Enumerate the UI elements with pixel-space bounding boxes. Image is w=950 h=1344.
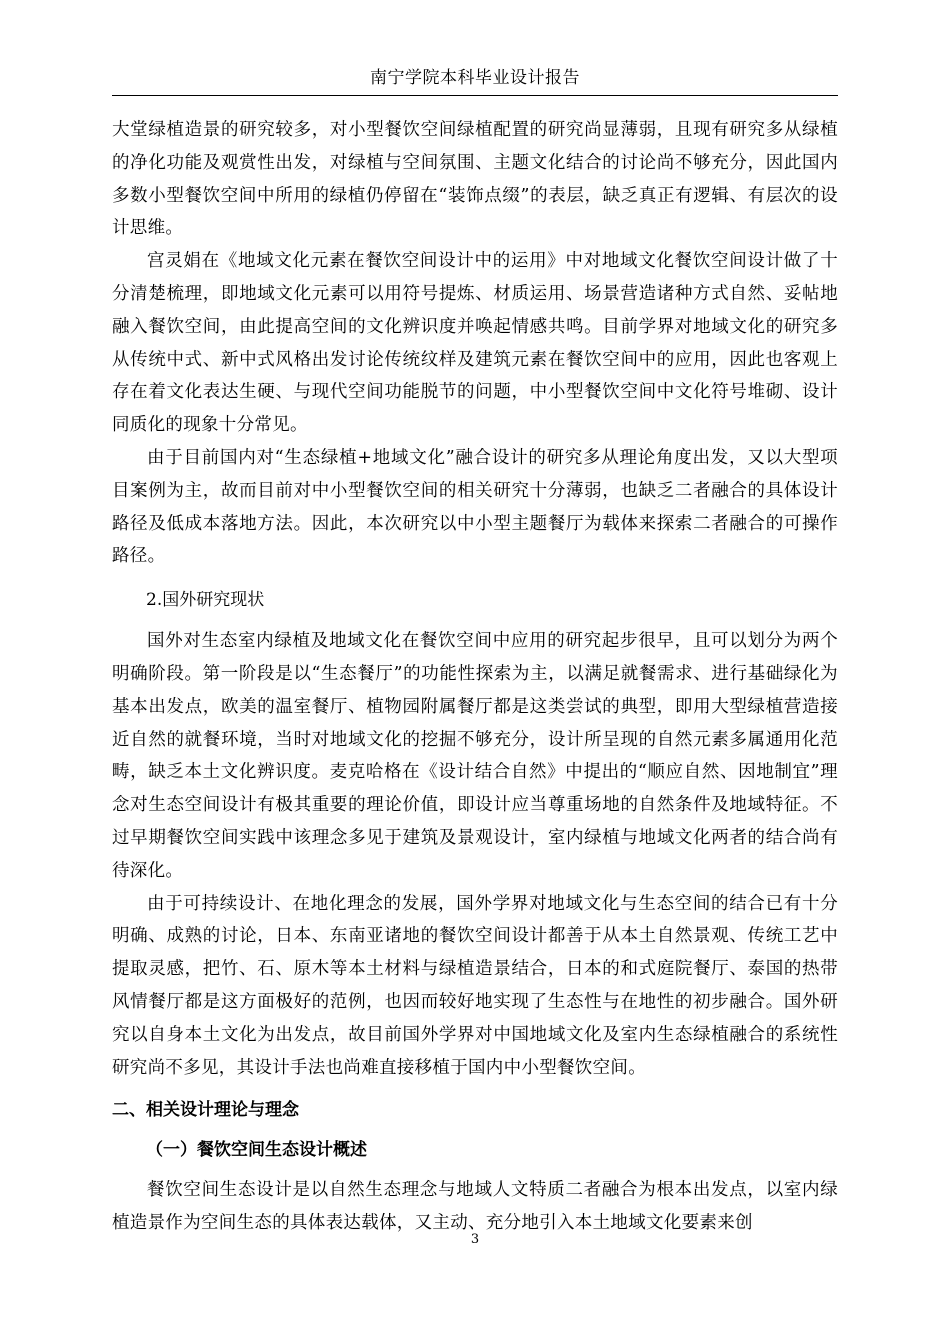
page-number: 3 <box>470 1232 480 1247</box>
header-rule <box>112 95 838 96</box>
paragraph-eco-design-overview: 餐饮空间生态设计是以自然生态理念与地域人文特质二者融合为根本出发点，以室内绿植造景作为空间生态的具体表达载体，又主动、充分地引入本土地域文化要素来创 <box>112 1180 838 1234</box>
running-header: 南宁学院本科毕业设计报告 <box>370 68 580 88</box>
section-heading-theory: 二、相关设计理论与理念 <box>112 1100 299 1121</box>
document-body <box>112 114 838 1240</box>
paragraph-domestic-summary: 由于目前国内对“生态绿植+地域文化”融合设计的研究多从理论角度出发，又以大型项目案例为主，故而目前对中小型餐饮空间的相关研究十分薄弱，也缺乏二者融合的具体设计路径及低成本落地方法。因此，本次研究以中小型主题餐厅为载体来探索二者融合的可操作路径。 <box>112 447 838 567</box>
subheading-foreign-research: 2.国外研究现状 <box>146 590 265 611</box>
paragraph-foreign-stage-one: 国外对生态室内绿植及地域文化在餐饮空间中应用的研究起步很早，且可以划分为两个明确阶段。第一阶段是以“生态餐厅”的功能性探索为主，以满足就餐需求、进行基础绿化为基本出发点，欧美的温室餐厅、植物园附属餐厅都是这类尝试的典型，即用大型绿植营造接近自然的就餐环境，当时对地域文化的挖掘不够充分，设计所呈现的自然元素多属通用化范畴，缺乏本土文化辨识度。麦克哈格在《设计结合自然》中提出的“顺应自然、因地制宜”理念对生态空间设计有极其重要的理论价值，即设计应当尊重场地的自然条件及地域特征。不过早期餐饮空间实践中该理念多见于建筑及景观设计，室内绿植与地域文化两者的结合尚有待深化。 <box>112 631 838 881</box>
subsection-heading-eco-design: （一）餐饮空间生态设计概述 <box>146 1140 367 1161</box>
paragraph-continued: 大堂绿植造景的研究较多，对小型餐饮空间绿植配置的研究尚显薄弱，且现有研究多从绿植的净化功能及观赏性出发，对绿植与空间氛围、主题文化结合的讨论尚不够充分，因此国内多数小型餐饮空间中所用的绿植仍停留在“装饰点缀”的表层，缺乏真正有逻辑、有层次的设计思维。 <box>112 120 838 239</box>
paragraph-gong-lingjuan: 宫灵娟在《地域文化元素在餐饮空间设计中的运用》中对地域文化餐饮空间设计做了十分清楚梳理，即地域文化元素可以用符号提炼、材质运用、场景营造诸种方式自然、妥帖地融入餐饮空间，由此提高空间的文化辨识度并唤起情感共鸣。目前学界对地域文化的研究多从传统中式、新中式风格出发讨论传统纹样及建筑元素在餐饮空间中的应用，因此也客观上存在着文化表达生硬、与现代空间功能脱节的问题，中小型餐饮空间中文化符号堆砌、设计同质化的现象十分常见。 <box>112 251 838 436</box>
paragraph-foreign-stage-two: 由于可持续设计、在地化理念的发展，国外学界对地域文化与生态空间的结合已有十分明确、成熟的讨论，日本、东南亚诸地的餐饮空间设计都善于从本土自然景观、传统工艺中提取灵感，把竹、石、原木等本土材料与绿植造景结合，日本的和式庭院餐厅、泰国的热带风情餐厅都是这方面极好的范例，也因而较好地实现了生态性与在地性的初步融合。国外研究以自身本土文化为出发点，故目前国外学界对中国地域文化及室内生态绿植融合的系统性研究尚不多见，其设计手法也尚难直接移植于国内中小型餐饮空间。 <box>112 893 838 1078</box>
